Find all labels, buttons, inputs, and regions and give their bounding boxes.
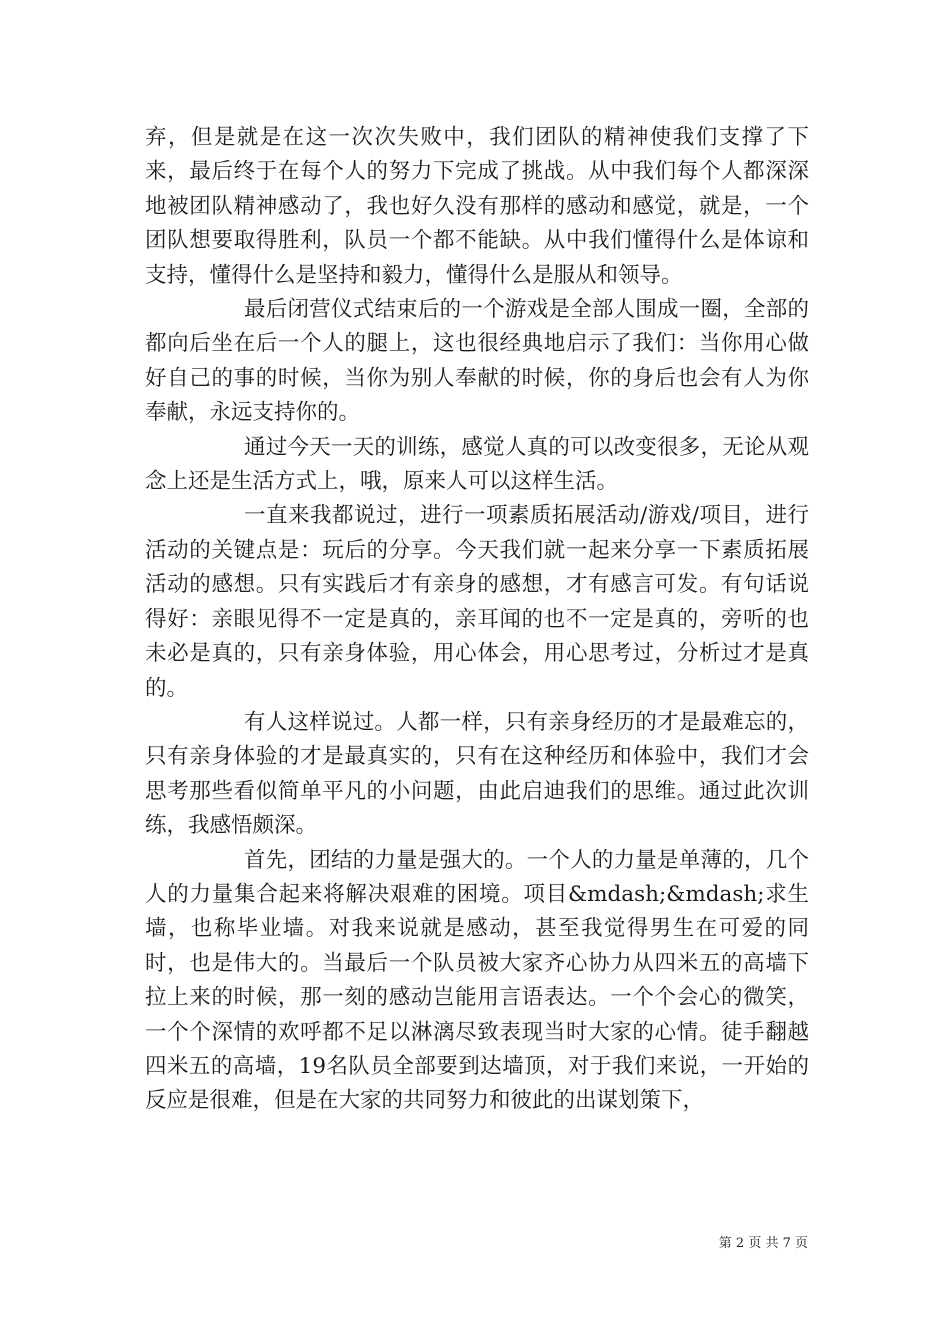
paragraph-closing-game: 最后闭营仪式结束后的一个游戏是全部人围成一圈，全部的都向后坐在后一个人的腿上，这也很经典地启示了我们：当你用心做好自己的事的时候，当你为别人奉献的时候，你的身后也会有人为你奉献，永远支持你的。 (145, 297, 809, 426)
paragraph-experience: 有人这样说过。人都一样，只有亲身经历的才是最难忘的，只有亲身体验的才是最真实的，只有在这种经历和体验中，我们才会思考那些看似简单平凡的小问题，由此启迪我们的思维。通过此次训练，我感悟颇深。 (145, 709, 809, 839)
paragraph-sharing: 一直来我都说过，进行一项素质拓展活动/游戏/项目，进行活动的关键点是：玩后的分享。今天我们就一起来分享一下素质拓展活动的感想。只有实践后才有亲身的感想，才有感言可发。有句话说得好：亲眼见得不一定是真的，亲耳闻的也不一定是真的，旁听的也未必是真的，只有亲身体验，用心体会，用心思考过，分析过才是真的。 (145, 503, 809, 701)
paragraph-training-reflection: 通过今天一天的训练，感觉人真的可以改变很多，无论从观念上还是生活方式上，哦，原来人可以这样生活。 (145, 434, 809, 495)
document-body (145, 121, 809, 1119)
page-number-footer: 第 2 页 共 7 页 (718, 1236, 808, 1251)
paragraph-continuation: 弃，但是就是在这一次次失败中，我们团队的精神使我们支撑了下来，最后终于在每个人的努力下完成了挑战。从中我们每个人都深深地被团队精神感动了，我也好久没有那样的感动和感觉，就是，一个团队想要取得胜利，队员一个都不能缺。从中我们懂得什么是体谅和支持，懂得什么是坚持和毅力，懂得什么是服从和领导。 (145, 125, 809, 288)
paragraph-teamwork: 首先，团结的力量是强大的。一个人的力量是单薄的，几个人的力量集合起来将解决艰难的困境。项目&mdash;&mdash;求生墙，也称毕业墙。对我来说就是感动，甚至我觉得男生在可爱的同时，也是伟大的。当最后一个队员被大家齐心协力从四米五的高墙下拉上来的时候，那一刻的感动岂能用言语表达。一个个会心的微笑，一个个深情的欢呼都不足以淋漓尽致表现当时大家的心情。徒手翻越四米五的高墙，19名队员全部要到达墙顶，对于我们来说，一开始的反应是很难，但是在大家的共同努力和彼此的出谋划策下， (145, 847, 809, 1114)
